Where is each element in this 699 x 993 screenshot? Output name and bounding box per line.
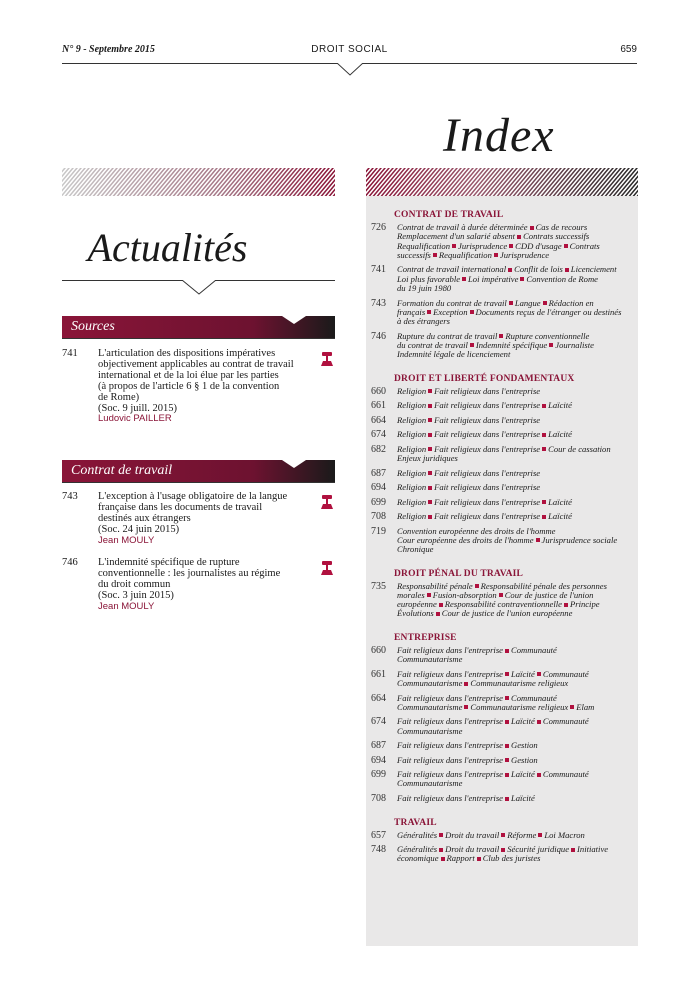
index-entry-terms bbox=[397, 299, 633, 327]
article-line: objectivement applicables au contrat de travail bbox=[98, 358, 294, 370]
separator-square-icon bbox=[542, 500, 546, 504]
index-term[interactable]: Religion bbox=[397, 385, 427, 396]
index-term[interactable]: Généralités bbox=[397, 829, 438, 840]
article-line: international et de la loi élue par les parties bbox=[98, 369, 279, 381]
index-term[interactable]: Fait religieux dans l'entreprise bbox=[434, 443, 541, 454]
section-banner bbox=[62, 316, 335, 338]
index-term[interactable]: Communauté bbox=[510, 645, 557, 655]
index-entry-line bbox=[397, 609, 633, 618]
index-entry-number: 748 bbox=[371, 844, 386, 855]
separator-square-icon bbox=[441, 857, 445, 861]
index-term[interactable]: Rupture conventionnelle bbox=[505, 330, 590, 341]
index-term[interactable]: Cour de justice de l'union bbox=[504, 589, 594, 600]
index-term[interactable]: Religion bbox=[397, 429, 427, 440]
article-body bbox=[98, 349, 296, 425]
index-entry-terms bbox=[397, 223, 633, 260]
index-term[interactable]: Évolutions bbox=[397, 608, 434, 619]
separator-square-icon bbox=[499, 334, 503, 338]
index-term[interactable]: Responsabilité pénale bbox=[397, 580, 473, 591]
index-term[interactable]: Indemnité légale de licenciement bbox=[397, 349, 511, 360]
separator-square-icon bbox=[428, 418, 432, 422]
index-term[interactable]: Communautarisme bbox=[397, 678, 463, 689]
separator-square-icon bbox=[464, 682, 468, 686]
index-entry-line bbox=[397, 387, 633, 396]
separator-square-icon bbox=[505, 744, 509, 748]
article-line: (à propos de l'article 6 § 1 de la convention bbox=[98, 380, 280, 392]
separator-square-icon bbox=[505, 720, 509, 724]
index-entry-number: 660 bbox=[371, 385, 386, 397]
journal-title: DROIT SOCIAL bbox=[311, 44, 388, 55]
article-line: française dans les documents de travail bbox=[98, 501, 263, 513]
separator-square-icon bbox=[501, 833, 505, 837]
article-author[interactable]: Jean MOULY bbox=[98, 534, 155, 546]
index-term[interactable]: Langue bbox=[514, 297, 541, 308]
separator-square-icon bbox=[542, 515, 546, 519]
index-entry-number: 682 bbox=[371, 443, 386, 455]
separator-square-icon bbox=[462, 277, 466, 281]
separator-square-icon bbox=[439, 833, 443, 837]
article-line: (Soc. 9 juill. 2015) bbox=[98, 402, 178, 414]
index-term[interactable]: Réforme bbox=[507, 829, 537, 840]
index-entry-terms bbox=[397, 756, 633, 765]
index-entry-line bbox=[397, 794, 633, 803]
index-term[interactable]: Initiative bbox=[577, 844, 609, 854]
index-entry-number: 694 bbox=[371, 482, 386, 493]
separator-square-icon bbox=[494, 253, 498, 257]
article-line: destinés aux étrangers bbox=[98, 512, 191, 524]
index-entry-terms bbox=[397, 770, 633, 789]
index-term[interactable]: Religion bbox=[397, 496, 427, 507]
separator-square-icon bbox=[505, 649, 509, 653]
index-term[interactable]: Communautarisme religieux bbox=[470, 678, 569, 689]
separator-square-icon bbox=[475, 584, 479, 588]
index-term[interactable]: Généralités bbox=[397, 844, 438, 854]
article-number: 746 bbox=[62, 557, 78, 568]
index-term[interactable]: Convention européenne des droits de l'homme bbox=[397, 525, 556, 536]
article-line: L'indemnité spécifique de rupture bbox=[98, 557, 240, 568]
index-entry-number: 699 bbox=[371, 496, 386, 508]
index-term[interactable]: Contrat de travail à durée déterminée bbox=[397, 222, 528, 232]
index-term[interactable]: Fait religieux dans l'entreprise bbox=[434, 385, 541, 396]
index-entry-line bbox=[397, 498, 633, 507]
index-entry-line bbox=[397, 454, 633, 463]
article-number: 741 bbox=[62, 348, 78, 359]
index-entry-number: 687 bbox=[371, 467, 386, 479]
index-entry-terms bbox=[397, 831, 633, 840]
index-term[interactable]: Laïcité bbox=[548, 496, 572, 507]
index-entry-terms bbox=[397, 741, 633, 750]
index-entry-terms bbox=[397, 401, 633, 410]
index-entry-number: 741 bbox=[371, 264, 386, 276]
index-term[interactable]: Rédaction en bbox=[548, 297, 594, 308]
article-line: du droit commun bbox=[98, 578, 171, 590]
index-entry-number: 674 bbox=[371, 716, 386, 728]
separator-square-icon bbox=[505, 672, 509, 676]
index-entry-number: 661 bbox=[371, 668, 386, 680]
index-entry-number: 687 bbox=[371, 740, 386, 752]
index-term[interactable]: Enjeux juridiques bbox=[397, 452, 458, 463]
index-term[interactable]: Communautarisme bbox=[397, 654, 463, 665]
index-term[interactable]: Requalification bbox=[397, 240, 450, 251]
index-entry-line bbox=[397, 416, 633, 425]
separator-square-icon bbox=[505, 797, 509, 801]
separator-square-icon bbox=[543, 301, 547, 305]
article-body bbox=[98, 558, 296, 613]
index-entry-number: 661 bbox=[371, 400, 386, 412]
separator-square-icon bbox=[433, 253, 437, 257]
separator-square-icon bbox=[530, 226, 534, 230]
index-entry-line bbox=[397, 831, 633, 840]
index-entry-number: 657 bbox=[371, 829, 386, 841]
separator-square-icon bbox=[428, 389, 432, 393]
index-term[interactable]: européenne bbox=[397, 599, 437, 610]
header-notch-icon bbox=[337, 63, 363, 77]
index-term[interactable]: Religion bbox=[397, 414, 427, 425]
separator-square-icon bbox=[428, 515, 432, 519]
separator-square-icon bbox=[538, 833, 542, 837]
separator-square-icon bbox=[464, 705, 468, 709]
index-section-heading: DROIT ET LIBERTÉ FONDAMENTAUX bbox=[394, 373, 575, 384]
index-entry-terms bbox=[397, 469, 633, 478]
index-entry-line bbox=[397, 703, 633, 712]
index-term[interactable]: Laïcité bbox=[548, 400, 572, 411]
index-term[interactable]: Contrat de travail international bbox=[397, 264, 507, 275]
index-term[interactable]: Licenciement bbox=[570, 264, 617, 275]
index-entry-line bbox=[397, 756, 633, 765]
index-entry-number: 735 bbox=[371, 580, 386, 592]
index-term[interactable]: Documents reçus de l'étranger ou destinés bbox=[475, 306, 622, 317]
hatch-band-left bbox=[62, 168, 335, 196]
index-section-heading: DROIT PÉNAL DU TRAVAIL bbox=[394, 568, 524, 579]
section-banner-rule bbox=[62, 338, 335, 339]
index-term[interactable]: Club des juristes bbox=[482, 853, 541, 864]
index-term[interactable]: Rupture du contrat de travail bbox=[397, 330, 498, 341]
article-line: (Soc. 24 juin 2015) bbox=[98, 523, 180, 535]
index-entry-terms bbox=[397, 416, 633, 425]
separator-square-icon bbox=[505, 696, 509, 700]
separator-square-icon bbox=[470, 343, 474, 347]
index-term[interactable]: Convention de Rome bbox=[526, 273, 599, 284]
index-entry-line bbox=[397, 545, 633, 554]
article-body bbox=[98, 492, 296, 547]
separator-square-icon bbox=[428, 486, 432, 490]
article-line: L'articulation des dispositions impératives bbox=[98, 348, 276, 359]
article-line: conventionnelle : les journalistes au régime bbox=[98, 567, 281, 579]
index-entry-line bbox=[397, 727, 633, 736]
index-term[interactable]: Religion bbox=[397, 467, 427, 478]
index-term[interactable]: Religion bbox=[397, 443, 427, 454]
index-entry-number: 708 bbox=[371, 793, 386, 804]
index-term[interactable]: Droit du travail bbox=[445, 829, 500, 840]
index-term[interactable]: Laïcité bbox=[510, 668, 535, 679]
separator-square-icon bbox=[509, 244, 513, 248]
index-entry-number: 708 bbox=[371, 511, 386, 522]
index-term[interactable]: Droit du travail bbox=[445, 844, 500, 854]
index-term[interactable]: Fait religieux dans l'entreprise bbox=[397, 716, 503, 727]
separator-square-icon bbox=[542, 404, 546, 408]
index-term[interactable]: Contrats bbox=[569, 240, 600, 251]
index-title: Index bbox=[443, 109, 555, 162]
index-entry-terms bbox=[397, 646, 633, 665]
index-entry-line bbox=[397, 655, 633, 664]
actualites-notch-icon bbox=[182, 280, 216, 296]
index-entry-number: 726 bbox=[371, 222, 386, 233]
running-header bbox=[62, 44, 637, 60]
index-term[interactable]: Laïcité bbox=[510, 769, 535, 780]
index-term[interactable]: Laïcité bbox=[548, 511, 572, 521]
index-section-heading: ENTREPRISE bbox=[394, 633, 457, 643]
index-entry-terms bbox=[397, 332, 633, 360]
index-term[interactable]: Communautarisme religieux bbox=[470, 701, 569, 712]
index-term[interactable]: Exception bbox=[433, 306, 468, 317]
index-term[interactable]: Communauté bbox=[510, 692, 557, 703]
separator-square-icon bbox=[428, 404, 432, 408]
index-term[interactable]: Cour de justice de l'union européenne bbox=[441, 608, 573, 619]
index-term[interactable]: CDD d'usage bbox=[515, 240, 562, 251]
separator-square-icon bbox=[542, 433, 546, 437]
index-entry-number: 743 bbox=[371, 297, 386, 309]
index-term[interactable]: Communautarisme bbox=[397, 778, 463, 789]
index-entry-terms bbox=[397, 483, 633, 492]
separator-square-icon bbox=[436, 612, 440, 616]
index-term[interactable]: Sécurité juridique bbox=[507, 844, 570, 854]
issue-label: N° 9 - Septembre 2015 bbox=[62, 44, 155, 55]
index-term[interactable]: Communauté bbox=[542, 769, 589, 780]
separator-square-icon bbox=[564, 603, 568, 607]
separator-square-icon bbox=[517, 235, 521, 239]
page-number: 659 bbox=[620, 44, 637, 55]
index-entry-line bbox=[397, 284, 633, 293]
index-entry-line bbox=[397, 741, 633, 750]
separator-square-icon bbox=[439, 848, 443, 852]
separator-square-icon bbox=[565, 268, 569, 272]
index-entry-number: 660 bbox=[371, 645, 386, 656]
index-term[interactable]: Laïcité bbox=[510, 716, 535, 727]
index-entry-number: 746 bbox=[371, 330, 386, 342]
index-entry-terms bbox=[397, 670, 633, 689]
separator-square-icon bbox=[509, 301, 513, 305]
index-term[interactable]: Fait religieux dans l'entreprise bbox=[434, 482, 541, 492]
separator-square-icon bbox=[477, 857, 481, 861]
section-banner-title: Sources bbox=[71, 319, 115, 334]
separator-square-icon bbox=[501, 848, 505, 852]
index-term[interactable]: Communauté bbox=[542, 668, 589, 679]
separator-square-icon bbox=[505, 758, 509, 762]
index-term[interactable]: Fait religieux dans l'entreprise bbox=[434, 496, 541, 507]
index-term[interactable]: Loi impérative bbox=[468, 273, 519, 284]
index-term[interactable]: français bbox=[397, 306, 426, 317]
index-entry-terms bbox=[397, 430, 633, 439]
index-term[interactable]: morales bbox=[397, 589, 425, 600]
index-entry-number: 699 bbox=[371, 769, 386, 781]
gavel-icon bbox=[319, 351, 335, 367]
article-author[interactable]: Ludovic PAILLER bbox=[98, 413, 172, 425]
index-entry-line bbox=[397, 779, 633, 788]
separator-square-icon bbox=[428, 447, 432, 451]
index-entry-terms bbox=[397, 694, 633, 713]
separator-square-icon bbox=[428, 433, 432, 437]
index-term[interactable]: Loi Macron bbox=[544, 829, 585, 840]
index-term[interactable]: Responsabilité contraventionnelle bbox=[444, 599, 562, 610]
index-term[interactable]: Religion bbox=[397, 511, 427, 521]
separator-square-icon bbox=[537, 773, 541, 777]
index-entry-line bbox=[397, 854, 633, 863]
index-section-heading: CONTRAT DE TRAVAIL bbox=[394, 210, 504, 220]
index-term[interactable]: Chronique bbox=[397, 544, 434, 555]
index-term[interactable]: Gestion bbox=[510, 740, 538, 751]
article-line: (Soc. 3 juin 2015) bbox=[98, 589, 174, 601]
index-entry-terms bbox=[397, 582, 633, 619]
index-term[interactable]: Fait religieux dans l'entreprise bbox=[397, 769, 503, 780]
separator-square-icon bbox=[499, 593, 503, 597]
index-entry-line bbox=[397, 430, 633, 439]
index-term[interactable]: Requalification bbox=[438, 249, 492, 260]
index-entry-line bbox=[397, 679, 633, 688]
index-term[interactable]: Rapport bbox=[446, 853, 475, 864]
separator-square-icon bbox=[564, 244, 568, 248]
index-entry-number: 674 bbox=[371, 429, 386, 441]
index-entry-terms bbox=[397, 794, 633, 803]
index-term[interactable]: Communautarisme bbox=[397, 725, 463, 736]
index-term[interactable]: Indemnité spécifique bbox=[475, 339, 548, 350]
separator-square-icon bbox=[452, 244, 456, 248]
index-entry-line bbox=[397, 401, 633, 410]
index-entry-terms bbox=[397, 498, 633, 507]
index-entry-line bbox=[397, 350, 633, 359]
separator-square-icon bbox=[427, 310, 431, 314]
index-entry-number: 664 bbox=[371, 692, 386, 704]
index-term[interactable]: Elam bbox=[576, 701, 595, 712]
index-entry-terms bbox=[397, 717, 633, 736]
actualites-title: Actualités bbox=[87, 225, 248, 270]
index-entry-number: 664 bbox=[371, 414, 386, 426]
index-section-heading: TRAVAIL bbox=[394, 817, 437, 828]
index-term[interactable]: Conflit de lois bbox=[514, 264, 563, 275]
index-term[interactable]: du 19 juin 1980 bbox=[397, 282, 452, 293]
separator-square-icon bbox=[428, 500, 432, 504]
index-term[interactable]: économique bbox=[397, 853, 439, 864]
index-term[interactable]: Fait religieux dans l'entreprise bbox=[434, 467, 541, 478]
index-term[interactable]: Fait religieux dans l'entreprise bbox=[434, 400, 541, 411]
section-banner bbox=[62, 460, 335, 482]
index-term[interactable]: Principe bbox=[569, 599, 600, 610]
index-term[interactable]: Gestion bbox=[510, 754, 538, 765]
article-line: de Rome) bbox=[98, 391, 140, 403]
index-entry-line bbox=[397, 512, 633, 521]
index-term[interactable]: Communautarisme bbox=[397, 701, 463, 712]
index-term[interactable]: Fait religieux dans l'entreprise bbox=[434, 414, 541, 425]
separator-square-icon bbox=[428, 471, 432, 475]
hatch-band-right bbox=[366, 168, 638, 196]
article-number: 743 bbox=[62, 491, 78, 502]
index-term[interactable]: Religion bbox=[397, 400, 427, 411]
index-entry-terms bbox=[397, 445, 633, 464]
separator-square-icon bbox=[505, 773, 509, 777]
separator-square-icon bbox=[427, 593, 431, 597]
separator-square-icon bbox=[570, 705, 574, 709]
index-term[interactable]: Journaliste bbox=[555, 339, 594, 350]
index-term[interactable]: Remplacement d'un salarié absent bbox=[397, 231, 516, 242]
index-term[interactable]: Jurisprudence sociale bbox=[541, 534, 618, 545]
index-term[interactable]: Contrats successifs bbox=[523, 231, 590, 242]
index-entry-number: 719 bbox=[371, 525, 386, 537]
separator-square-icon bbox=[536, 538, 540, 542]
index-term[interactable]: Fusion-absorption bbox=[432, 589, 497, 600]
index-term[interactable]: Cas de recours bbox=[535, 222, 588, 232]
index-term[interactable]: Laïcité bbox=[510, 793, 535, 803]
index-entry-terms bbox=[397, 265, 633, 293]
index-term[interactable]: Formation du contrat de travail bbox=[397, 297, 507, 308]
separator-square-icon bbox=[537, 672, 541, 676]
separator-square-icon bbox=[537, 720, 541, 724]
index-term[interactable]: Cour de cassation bbox=[548, 443, 611, 454]
index-term[interactable]: Jurisprudence bbox=[458, 240, 508, 251]
section-banner-title: Contrat de travail bbox=[71, 463, 173, 478]
index-term[interactable]: Fait religieux dans l'entreprise bbox=[434, 429, 541, 440]
gavel-icon bbox=[319, 494, 335, 510]
separator-square-icon bbox=[439, 603, 443, 607]
index-term[interactable]: successifs bbox=[397, 249, 431, 260]
index-entry-line bbox=[397, 251, 633, 260]
separator-square-icon bbox=[571, 848, 575, 852]
index-term[interactable]: à des étrangers bbox=[397, 316, 450, 327]
index-entry-line bbox=[397, 317, 633, 326]
article-line: L'exception à l'usage obligatoire de la langue bbox=[98, 491, 288, 502]
index-term[interactable]: du contrat de travail bbox=[397, 339, 468, 350]
separator-square-icon bbox=[508, 268, 512, 272]
separator-square-icon bbox=[549, 343, 553, 347]
separator-square-icon bbox=[470, 310, 474, 314]
index-entry-terms bbox=[397, 845, 633, 864]
index-entry-line bbox=[397, 483, 633, 492]
index-entry-terms bbox=[397, 512, 633, 521]
index-term[interactable]: Fait religieux dans l'entreprise bbox=[397, 793, 503, 803]
index-term[interactable]: Religion bbox=[397, 482, 427, 492]
index-term[interactable]: Fait religieux dans l'entreprise bbox=[434, 511, 541, 521]
index-term[interactable]: Fait religieux dans l'entreprise bbox=[397, 692, 503, 703]
index-entry-number: 694 bbox=[371, 754, 386, 766]
index-term[interactable]: Jurisprudence bbox=[499, 249, 550, 260]
index-term[interactable]: Responsabilité pénale des personnes bbox=[480, 580, 607, 591]
index-term[interactable]: Communauté bbox=[542, 716, 589, 727]
index-term[interactable]: Fait religieux dans l'entreprise bbox=[397, 668, 503, 679]
index-entry-terms bbox=[397, 527, 633, 555]
index-term[interactable]: Fait religieux dans l'entreprise bbox=[397, 754, 503, 765]
index-term[interactable]: Cour européenne des droits de l'homme bbox=[397, 534, 534, 545]
separator-square-icon bbox=[542, 447, 546, 451]
article-author[interactable]: Jean MOULY bbox=[98, 600, 155, 612]
index-entry-line bbox=[397, 469, 633, 478]
index-term[interactable]: Fait religieux dans l'entreprise bbox=[397, 645, 503, 655]
index-term[interactable]: Fait religieux dans l'entreprise bbox=[397, 740, 503, 751]
gavel-icon bbox=[319, 560, 335, 576]
index-term[interactable]: Laïcité bbox=[548, 429, 572, 440]
section-banner-rule bbox=[62, 482, 335, 483]
index-term[interactable]: Loi plus favorable bbox=[397, 273, 461, 284]
index-entry-terms bbox=[397, 387, 633, 396]
separator-square-icon bbox=[520, 277, 524, 281]
